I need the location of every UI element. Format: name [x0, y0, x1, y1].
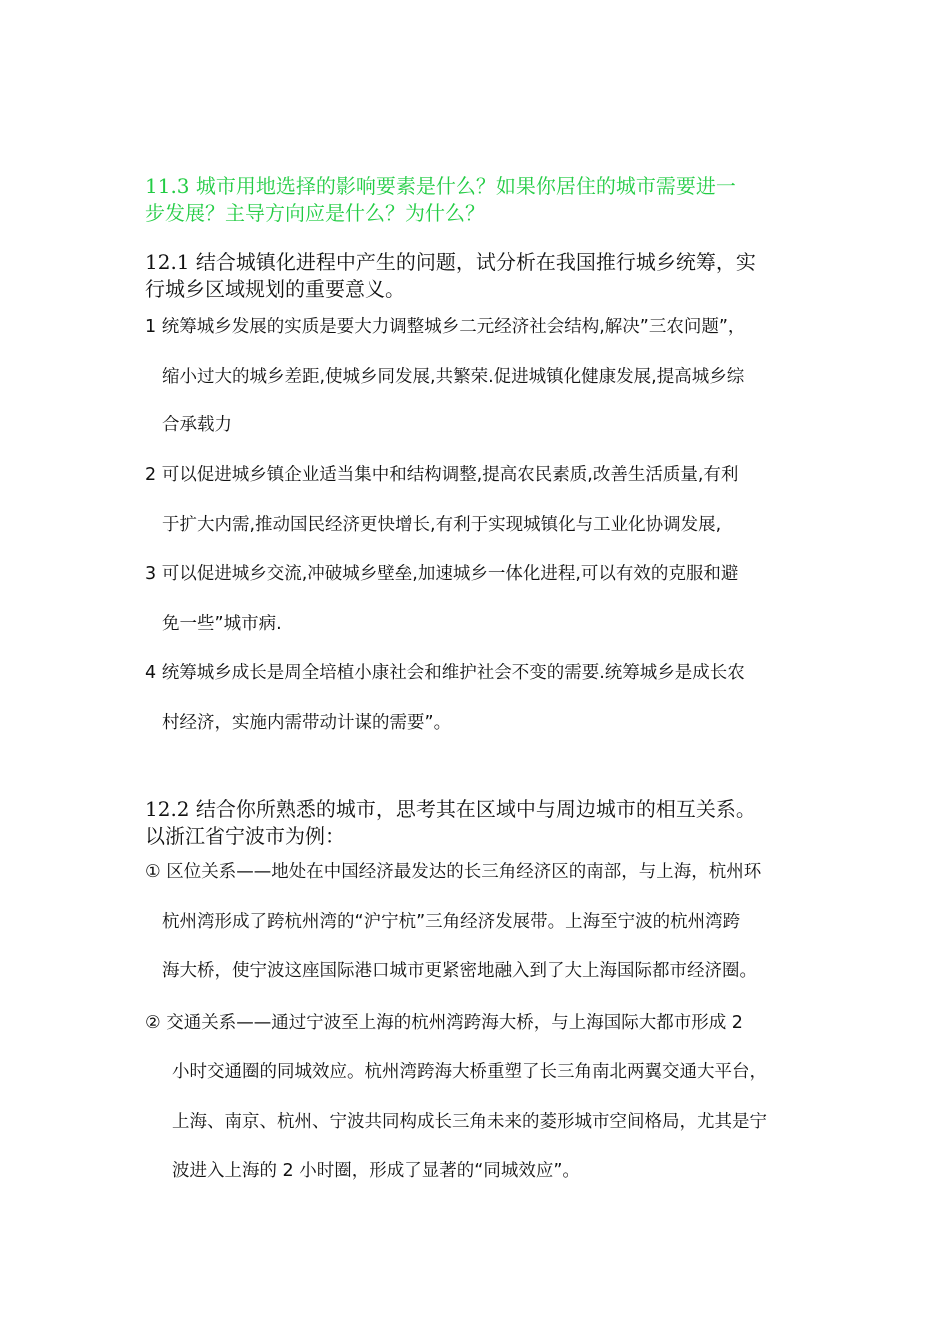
answer-line: 免一些”城市病. — [162, 614, 282, 634]
question-11-3-heading — [145, 173, 825, 227]
answer-line: 3 可以促进城乡交流,冲破城乡壁垒,加速城乡一体化进程,可以有效的克服和避 — [145, 564, 739, 584]
question-12-2-heading — [145, 796, 825, 850]
heading-line: 步发展？主导方向应是什么？为什么？ — [145, 201, 485, 225]
answer-line: 1 统筹城乡发展的实质是要大力调整城乡二元经济社会结构,解决”三农问题”， — [145, 317, 746, 337]
answer-line: ① 区位关系——地处在中国经济最发达的长三角经济区的南部，与上海，杭州环 — [145, 862, 762, 882]
heading-line: 12.1 结合城镇化进程中产生的问题，试分析在我国推行城乡统筹，实 — [145, 250, 756, 274]
answer-line: 于扩大内需,推动国民经济更快增长,有利于实现城镇化与工业化协调发展, — [162, 515, 722, 535]
answer-line: 2 可以促进城乡镇企业适当集中和结构调整,提高农民素质,改善生活质量,有利 — [145, 465, 739, 485]
heading-line: 11.3 城市用地选择的影响要素是什么？如果你居住的城市需要进一 — [145, 174, 736, 198]
answer-line: 杭州湾形成了跨杭州湾的“沪宁杭”三角经济发展带。上海至宁波的杭州湾跨 — [162, 912, 741, 932]
answer-line: 合承载力 — [162, 415, 232, 435]
answer-line: ② 交通关系——通过宁波至上海的杭州湾跨海大桥，与上海国际大都市形成 2 — [145, 1013, 743, 1033]
answer-line: 村经济，实施内需带动计谋的需要”。 — [162, 713, 452, 733]
heading-line: 12.2 结合你所熟悉的城市，思考其在区域中与周边城市的相互关系。 — [145, 797, 756, 821]
answer-line: 4 统筹城乡成长是周全培植小康社会和维护社会不变的需要.统筹城乡是成长农 — [145, 663, 745, 683]
heading-line: 以浙江省宁波市为例： — [145, 824, 345, 848]
answer-line: 上海、南京、杭州、宁波共同构成长三角未来的菱形城市空间格局，尤其是宁 — [172, 1112, 767, 1132]
answer-line: 海大桥，使宁波这座国际港口城市更紧密地融入到了大上海国际都市经济圈。 — [162, 961, 757, 981]
answer-line: 波进入上海的 2 小时圈，形成了显著的“同城效应”。 — [172, 1161, 580, 1181]
heading-line: 行城乡区域规划的重要意义。 — [145, 277, 405, 301]
answer-line: 缩小过大的城乡差距,使城乡同发展,共繁荣.促进城镇化健康发展,提高城乡综 — [162, 367, 745, 387]
question-12-1-heading — [145, 249, 825, 303]
answer-line: 小时交通圈的同城效应。杭州湾跨海大桥重塑了长三角南北两翼交通大平台， — [172, 1062, 767, 1082]
